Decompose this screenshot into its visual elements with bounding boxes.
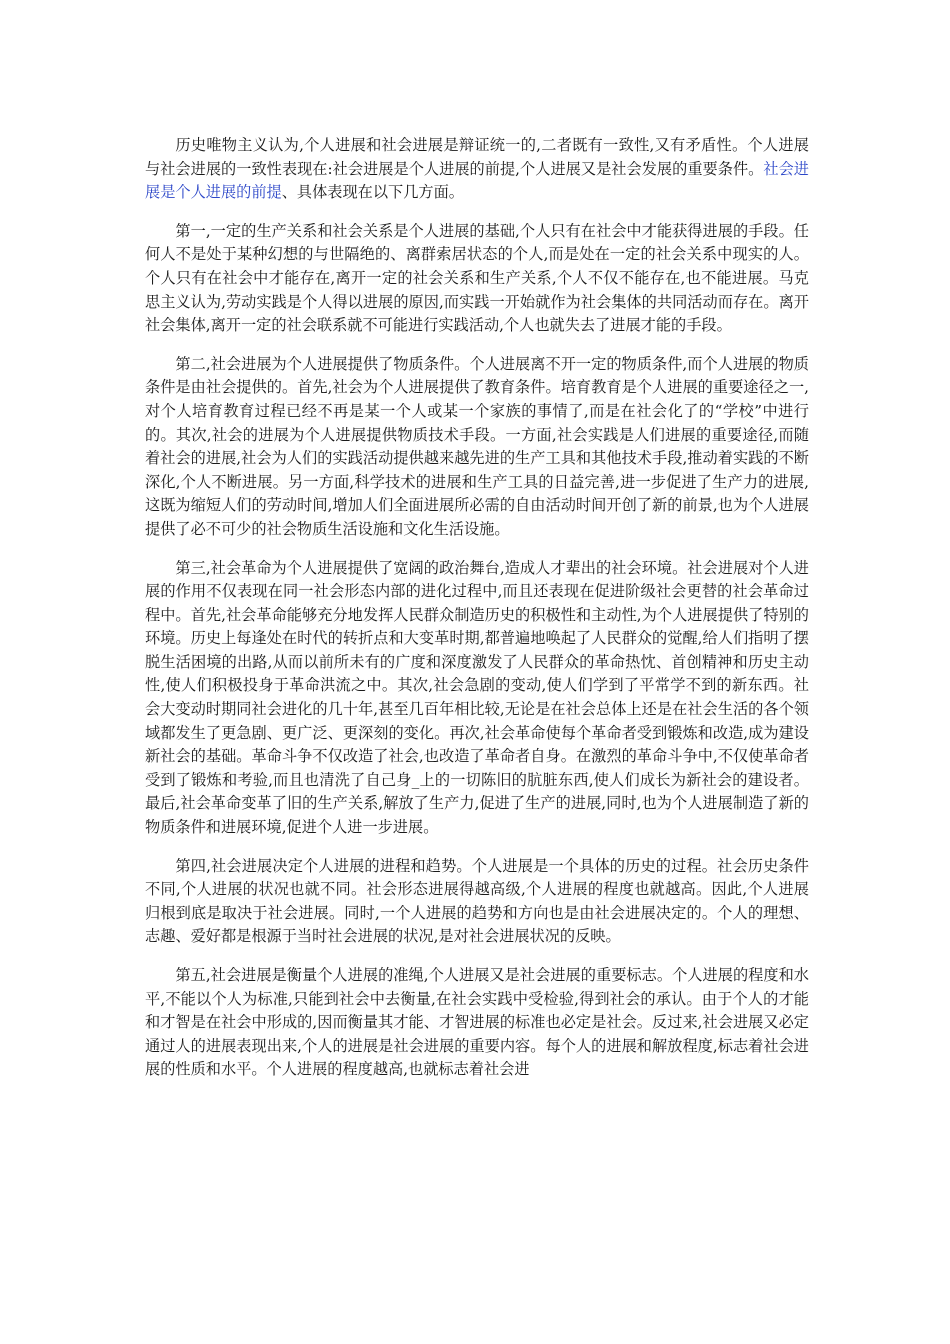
- paragraph-second: 第二,社会进展为个人进展提供了物质条件。个人进展离不开一定的物质条件,而个人进展的物质条件是由社会提供的。首先,社会为个人进展提供了教育条件。培育教育是个人进展的重要途径之一,对个人培育教育过程已经不再是某一个人或某一个家族的事情了,而是在社会化了的“学校”中进行的。其次,社会的进展为个人进展提供物质技术手段。一方面,社会实践是人们进展的重要途径,而随着社会的进展,社会为人们的实践活动提供越来越先进的生产工具和其他技术手段,推动着实践的不断深化,个人不断进展。另一方面,科学技术的进展和生产工具的日益完善,进一步促进了生产力的进展,这既为缩短人们的劳动时间,增加人们全面进展所必需的自由活动时间开创了新的前景,也为个人进展提供了必不可少的社会物质生活设施和文化生活设施。: [145, 354, 809, 538]
- paragraph-fifth: 第五,社会进展是衡量个人进展的准绳,个人进展又是社会进展的重要标志。个人进展的程度和水平,不能以个人为标准,只能到社会中去衡量,在社会实践中受检验,得到社会的承认。由于个人的才能和才智是在社会中形成的,因而衡量其才能、才智进展的标准也必定是社会。反过来,社会进展又必定通过人的进展表现出来,个人的进展是社会进展的重要内容。每个人的进展和解放程度,标志着社会进展的性质和水平。个人进展的程度越高,也就标志着社会进: [145, 966, 809, 1079]
- hyperlink[interactable]: 社会进展是个人进展的前提: [145, 159, 809, 202]
- intro-paragraph: [145, 134, 809, 205]
- intro-text-tail: 、具体表现在以下几方面。: [281, 183, 464, 202]
- intro-text: 历史唯物主义认为,个人进展和社会进展是辩证统一的,二者既有一致性,又有矛盾性。个人进展与社会进展的一致性表现在:社会进展是个人进展的前提,个人进展又是社会发展的重要条件。: [145, 136, 809, 178]
- paragraph-third: 第三,社会革命为个人进展提供了宽阔的政治舞台,造成人才辈出的社会环境。社会进展对个人进展的作用不仅表现在同一社会形态内部的进化过程中,而且还表现在促进阶级社会更替的社会革命过程中。首先,社会革命能够充分地发挥人民群众制造历史的积极性和主动性,为个人进展提供了特别的环境。历史上每逢处在时代的转折点和大变革时期,都普遍地唤起了人民群众的觉醒,给人们指明了摆脱生活困境的出路,从而以前所未有的广度和深度激发了人民群众的革命热忱、首创精神和历史主动性,使人们积极投身于革命洪流之中。其次,社会急剧的变动,使人们学到了平常学不到的新东西。社会大变动时期同社会进化的几十年,甚至几百年相比较,无论是在社会总体上还是在社会生活的各个领域都发生了更急剧、更广泛、更深刻的变化。再次,社会革命使每个革命者受到锻炼和改造,成为建设新社会的基础。革命斗争不仅改造了社会,也改造了革命者自身。在激烈的革命斗争中,不仅使革命者受到了锻炼和考验,而且也清洗了自己身_上的一切陈旧的肮脏东西,使人们成长为新社会的建设者。最后,社会革命变革了旧的生产关系,解放了生产力,促进了生产的进展,同时,也为个人进展制造了新的物质条件和进展环境,促进个人进一步进展。: [145, 558, 809, 837]
- paragraph-fourth: 第四,社会进展决定个人进展的进程和趋势。个人进展是一个具体的历史的过程。社会历史条件不同,个人进展的状况也就不同。社会形态进展得越高级,个人进展的程度也就越高。因此,个人进展归根到底是取决于社会进展。同时,一个人进展的趋势和方向也是由社会进展决定的。个人的理想、志趣、爱好都是根源于当时社会进展的状况,是对社会进展状况的反映。: [145, 856, 809, 946]
- document-body: [145, 134, 809, 1097]
- paragraph-first: 第一,一定的生产关系和社会关系是个人进展的基础,个人只有在社会中才能获得进展的手段。任何人不是处于某种幻想的与世隔绝的、离群索居状态的个人,而是处在一定的社会关系中现实的人。个人只有在社会中才能存在,离开一定的社会关系和生产关系,个人不仅不能存在,也不能进展。马克思主义认为,劳动实践是个人得以进展的原因,而实践一开始就作为社会集体的共同活动而存在。离开社会集体,离开一定的社会联系就不可能进行实践活动,个人也就失去了进展才能的手段。: [145, 221, 809, 335]
